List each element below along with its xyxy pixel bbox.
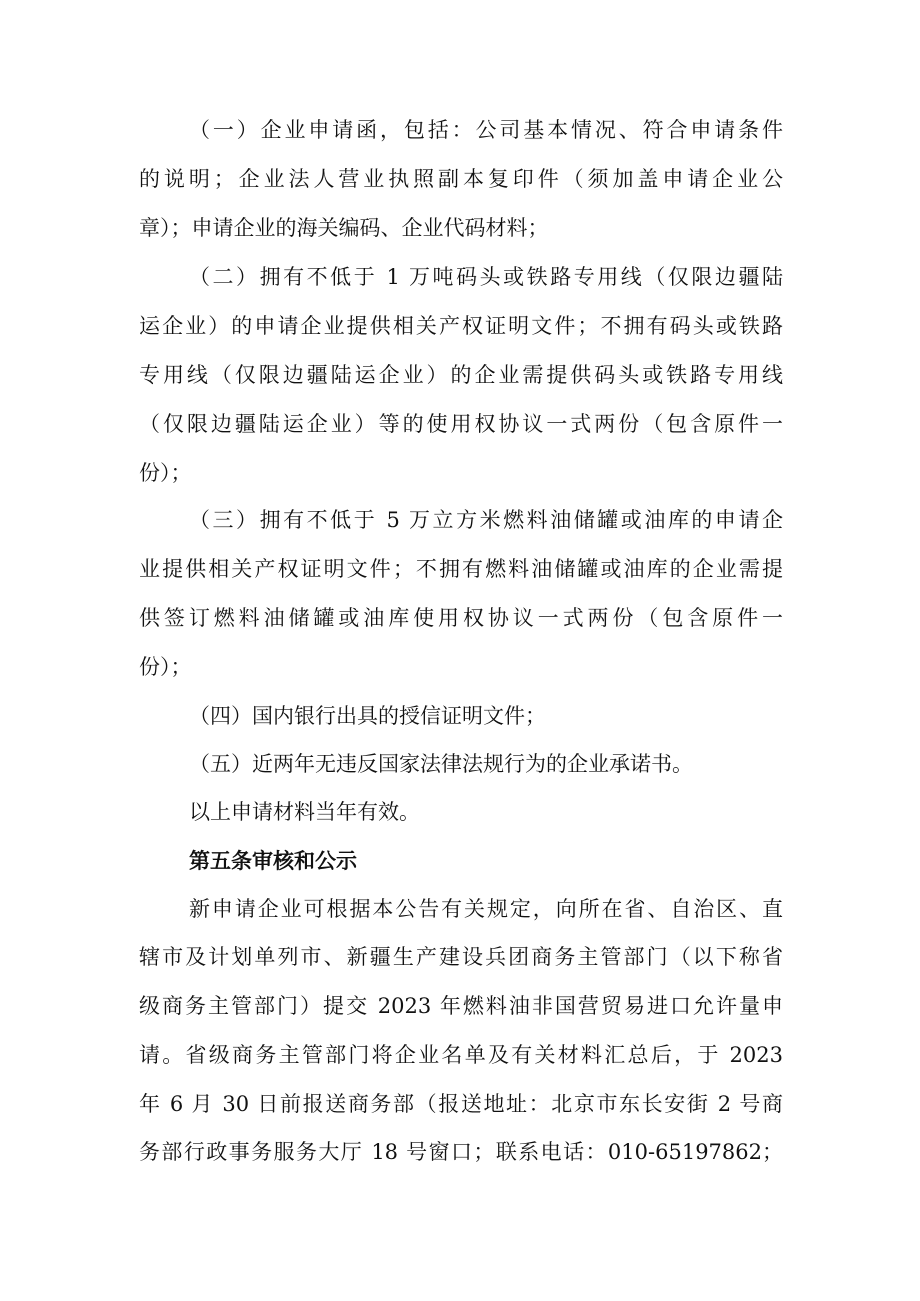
text-line-20: 请。省级商务主管部门将企业名单及有关材料汇总后，于 2023 xyxy=(139,1043,783,1067)
text-line-3: 章）；申请企业的海关编码、企业代码材料； xyxy=(139,216,549,240)
text-line-6: 专用线（仅限边疆陆运企业）的企业需提供码头或铁路专用线 xyxy=(139,363,783,387)
text-line-22: 务部行政事务服务大厅 18 号窗口；联系电话：010-65197862； xyxy=(139,1140,783,1164)
text-line-10: 业提供相关产权证明文件；不拥有燃料油储罐或油库的企业需提 xyxy=(139,557,783,581)
text-line-18: 辖市及计划单列市、新疆生产建设兵团商务主管部门（以下称省 xyxy=(139,945,783,969)
text-line-9: （三）拥有不低于 5 万立方米燃料油储罐或油库的申请企 xyxy=(189,508,783,532)
text-line-1: （一）企业申请函，包括：公司基本情况、符合申请条件 xyxy=(189,118,783,142)
text-line-11: 供签订燃料油储罐或油库使用权协议一式两份（包含原件一 xyxy=(139,606,783,630)
text-line-15: 以上申请材料当年有效。 xyxy=(189,800,420,824)
text-line-2: 的说明；企业法人营业执照副本复印件（须加盖申请企业公 xyxy=(139,167,783,191)
text-line-14: （五）近两年无违反国家法律法规行为的企业承诺书。 xyxy=(189,752,693,776)
text-line-19: 级商务主管部门）提交 2023 年燃料油非国营贸易进口允许量申 xyxy=(139,994,783,1018)
text-line-7: （仅限边疆陆运企业）等的使用权协议一式两份（包含原件一 xyxy=(139,412,783,436)
text-line-5: 运企业）的申请企业提供相关产权证明文件；不拥有码头或铁路 xyxy=(139,314,783,338)
text-line-12: 份）； xyxy=(139,655,192,679)
text-line-8: 份）； xyxy=(139,461,192,485)
text-line-4: （二）拥有不低于 1 万吨码头或铁路专用线（仅限边疆陆 xyxy=(189,265,783,289)
text-line-17: 新申请企业可根据本公告有关规定，向所在省、自治区、直 xyxy=(189,897,783,921)
text-line-13: （四）国内银行出具的授信证明文件； xyxy=(189,704,546,728)
text-line-21: 年 6 月 30 日前报送商务部（报送地址：北京市东长安街 2 号商 xyxy=(139,1092,783,1116)
section-heading: 第五条审核和公示 xyxy=(189,849,357,873)
